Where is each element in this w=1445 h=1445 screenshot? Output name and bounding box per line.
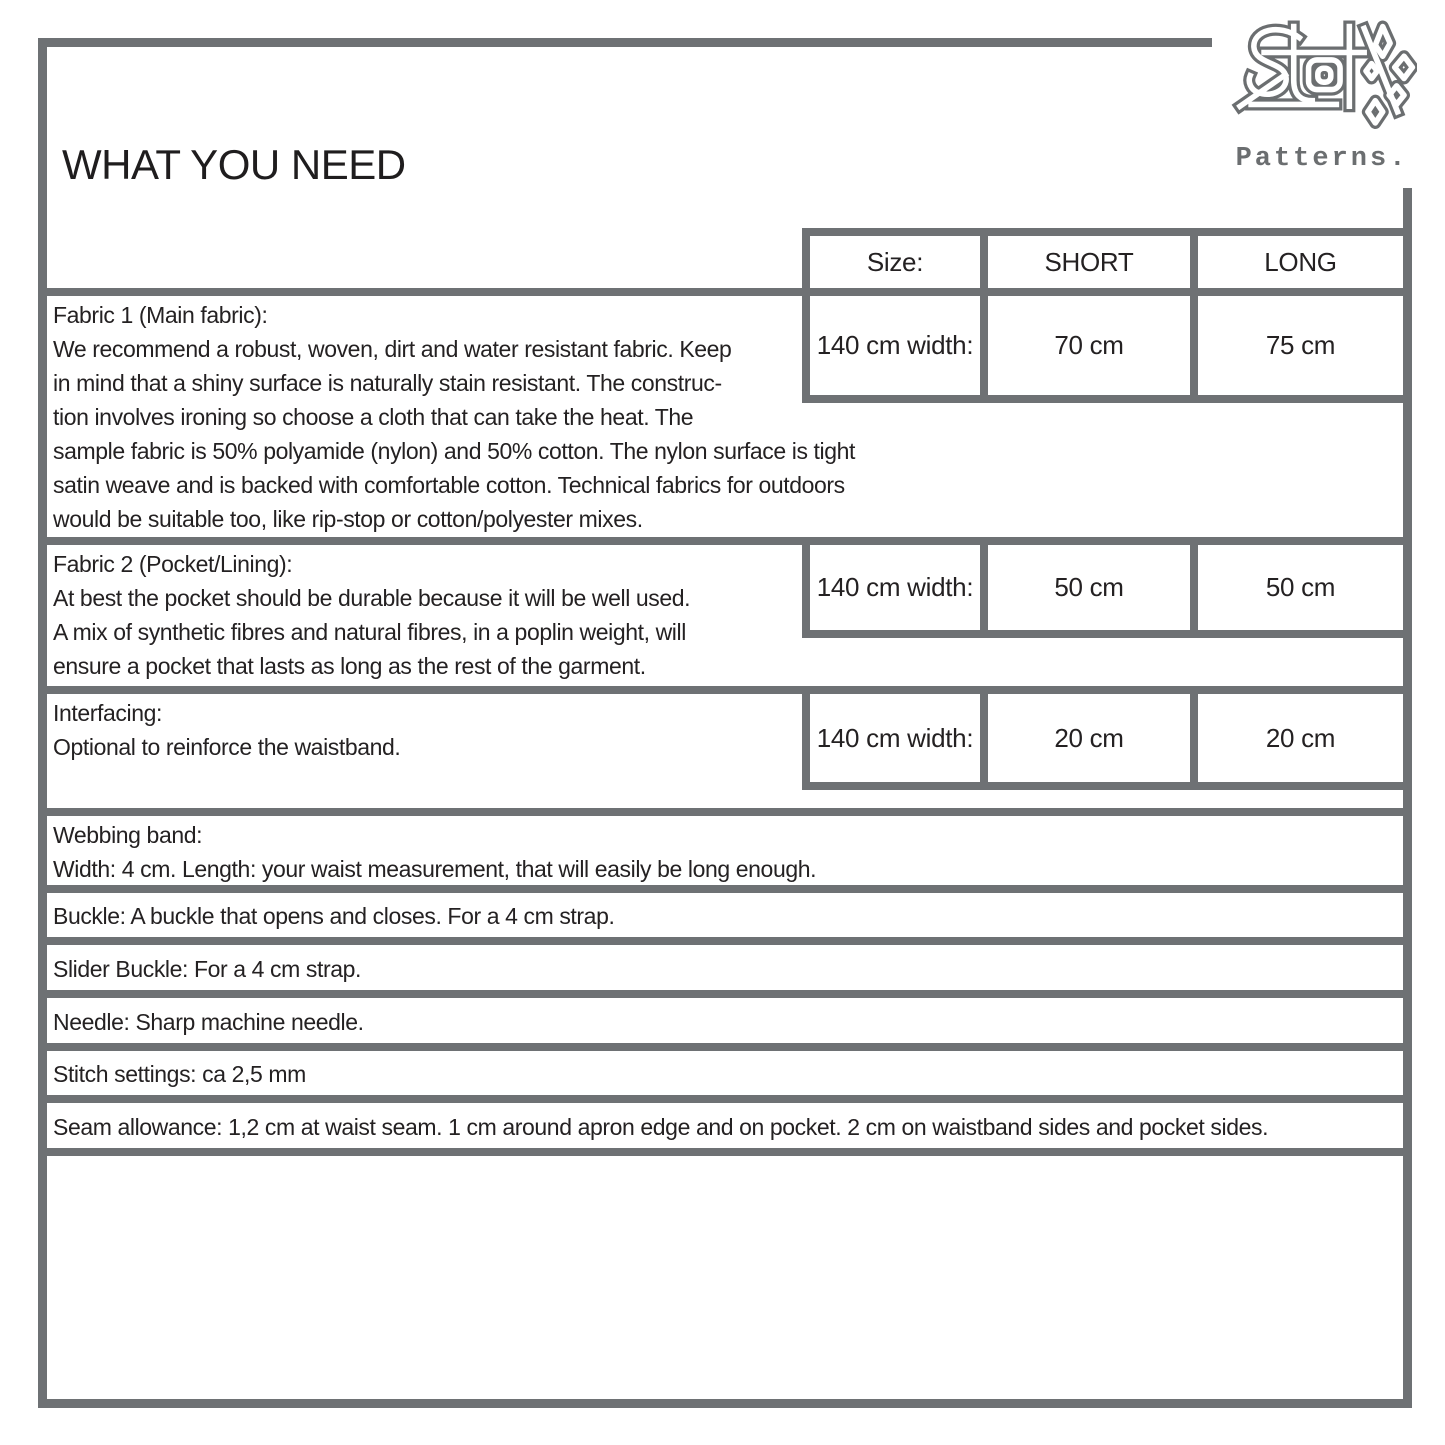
section-needle — [47, 990, 1403, 1043]
sheet-frame — [38, 38, 1412, 1408]
fabric2-width-label: 140 cm width: — [810, 545, 980, 630]
webbing-body: Width: 4 cm. Length: your waist measurement, that will easily be long enough. — [53, 856, 817, 882]
webbing-title: Webbing band: — [53, 822, 203, 848]
yardage-table-fabric2 — [802, 537, 1403, 638]
table-header-long: LONG — [1198, 236, 1403, 288]
interfacing-width-label: 140 cm width: — [810, 694, 980, 782]
fabric2-long-value: 50 cm — [1198, 545, 1403, 630]
table-header-short: SHORT — [988, 236, 1190, 288]
fabric2-title: Fabric 2 (Pocket/Lining): — [53, 551, 293, 577]
buckle-text: Buckle: A buckle that opens and closes. For a 4 cm strap. — [53, 903, 615, 929]
seam-allowance-text: Seam allowance: 1,2 cm at waist seam. 1 cm around apron edge and on pocket. 2 cm on waistband sides and pocket sides. — [53, 1113, 1269, 1140]
section-stitch-settings — [47, 1043, 1403, 1095]
section-slider-buckle — [47, 937, 1403, 990]
fabric1-title: Fabric 1 (Main fabric): — [53, 302, 268, 328]
slider-buckle-text: Slider Buckle: For a 4 cm strap. — [53, 955, 362, 982]
notes-box — [47, 1148, 1403, 1399]
fabric2-body: At best the pocket should be durable because it will be well used. A mix of synthetic fibres and natural fibres, in a poplin weight, will ensure a pocket that lasts as long as the rest of the garment. — [53, 585, 691, 679]
page-title: WHAT YOU NEED — [62, 141, 406, 188]
section-seam-allowance — [47, 1095, 1403, 1148]
brand-logo-mark — [1227, 14, 1417, 142]
stitch-settings-text: Stitch settings: ca 2,5 mm — [53, 1061, 306, 1087]
interfacing-long-value: 20 cm — [1198, 694, 1403, 782]
fabric2-short-value: 50 cm — [988, 545, 1190, 630]
fabric1-width-label: 140 cm width: — [810, 296, 980, 395]
needle-text: Needle: Sharp machine needle. — [53, 1008, 364, 1035]
interfacing-title: Interfacing: — [53, 700, 162, 726]
table-header-size: Size: — [810, 236, 980, 288]
interfacing-body: Optional to reinforce the waistband. — [53, 734, 401, 760]
yardage-table-main — [802, 228, 1403, 403]
interfacing-short-value: 20 cm — [988, 694, 1190, 782]
brand-logo — [1212, 0, 1432, 188]
fabric1-short-value: 70 cm — [988, 296, 1190, 395]
fabric1-body: We recommend a robust, woven, dirt and water resistant fabric. Keep in mind that a shiny surface is naturally stain resistant. The construc- tion involves ironing so choose a cloth that can take the heat. The sample fabric is 50% polyamide (nylon) and 50% cotton. The nylon surface is tight satin weave and is backed with comfortable cotton. Technical fabrics for outdoors would be suitable too, like rip-stop or cotton/polyester mixes. — [53, 336, 856, 532]
yardage-table-interfacing — [802, 686, 1403, 790]
fabric1-long-value: 75 cm — [1198, 296, 1403, 395]
brand-wordmark: Patterns. — [1235, 144, 1409, 174]
section-buckle — [47, 885, 1403, 937]
section-webbing-band — [47, 808, 1403, 885]
